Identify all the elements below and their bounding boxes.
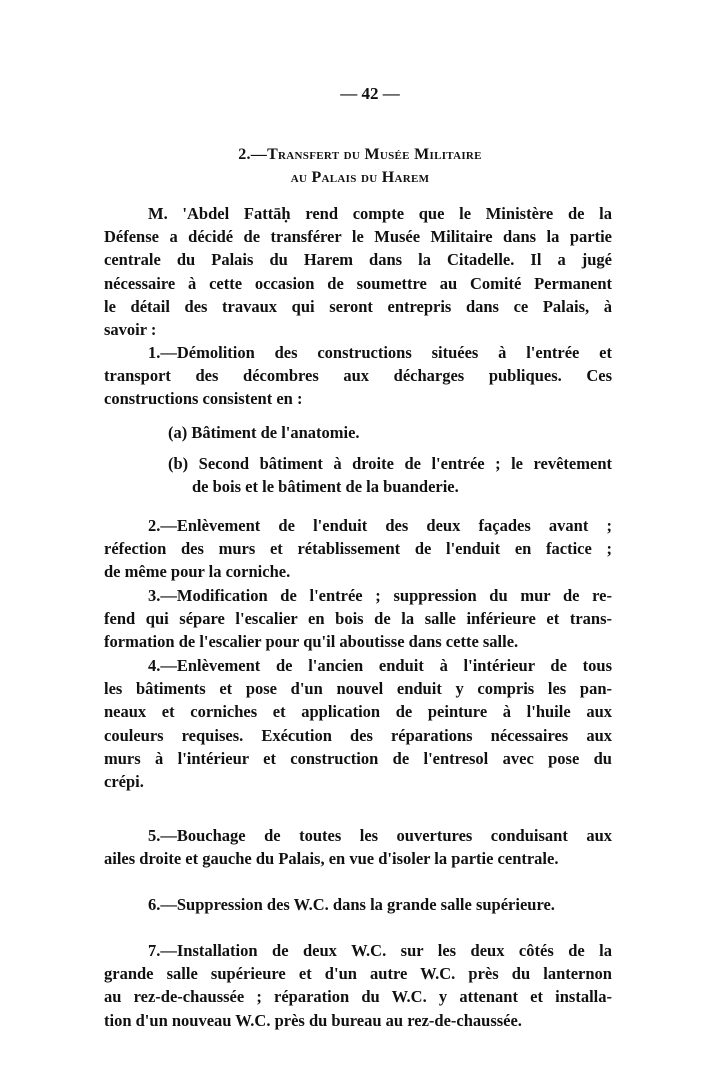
text-line: formation de l'escalier pour qu'il aboutisse dans cette salle.: [104, 632, 519, 652]
list-item-5: [104, 824, 612, 870]
list-item-1a: [168, 421, 612, 444]
text-line: de bois et le bâtiment de la buanderie.: [192, 477, 459, 497]
text-line: tion d'un nouveau W.C. près du bureau au rez-de-chaussée.: [104, 1010, 522, 1030]
text-line: grande salle supérieure et d'un autre W.C. près du lanternon: [104, 964, 612, 984]
text-line: (a) Bâtiment de l'anatomie.: [168, 423, 360, 442]
text-line: M. 'Abdel Fattāḥ rend compte que le Ministère de la: [148, 204, 612, 223]
section-heading-line-1: 2.—Transfert du Musée Militaire: [238, 146, 482, 163]
text-line: fend qui sépare l'escalier en bois de la salle inférieure et trans-: [104, 609, 612, 629]
text-line: 3.—Modification de l'entrée ; suppression du mur de re-: [148, 586, 612, 605]
text-line: au rez-de-chaussée ; réparation du W.C. y attenant et installa-: [104, 987, 612, 1007]
text-line: (b) Second bâtiment à droite de l'entrée ; le revêtement: [168, 454, 612, 473]
paragraph-intro: [104, 202, 612, 341]
list-item-1b: [168, 452, 612, 498]
text-line: nécessaire à cette occasion de soumettre au Comité Permanent: [104, 273, 612, 293]
text-line: ailes droite et gauche du Palais, en vue d'isoler la partie centrale.: [104, 849, 559, 869]
text-line: savoir :: [104, 320, 157, 340]
text-line: centrale du Palais du Harem dans la Citadelle. Il a jugé: [104, 250, 612, 270]
text-line: le détail des travaux qui seront entrepris dans ce Palais, à: [104, 296, 612, 316]
list-item-7: [104, 939, 612, 1032]
section-heading-line-2: au Palais du Harem: [290, 169, 430, 186]
text-line: constructions consistent en :: [104, 389, 303, 409]
text-line: 7.—Installation de deux W.C. sur les deux côtés de la: [148, 941, 612, 960]
text-line: de même pour la corniche.: [104, 562, 291, 582]
text-line: 6.—Suppression des W.C. dans la grande salle supérieure.: [148, 895, 555, 914]
text-line: réfection des murs et rétablissement de l'enduit en factice ;: [104, 539, 612, 559]
text-line: transport des décombres aux décharges publiques. Ces: [104, 366, 612, 386]
page-number: — 42 —: [340, 84, 400, 103]
text-line: couleurs requises. Exécution des réparations nécessaires aux: [104, 725, 612, 745]
text-line: 5.—Bouchage de toutes les ouvertures conduisant aux: [148, 826, 612, 845]
list-item-6: [104, 893, 612, 916]
text-line: neaux et corniches et application de peinture à l'huile aux: [104, 702, 612, 722]
text-line: les bâtiments et pose d'un nouvel enduit y compris les pan-: [104, 679, 612, 699]
list-item-2: [104, 514, 612, 584]
text-line: 1.—Démolition des constructions situées à l'entrée et: [148, 343, 612, 362]
list-item-4: [104, 654, 612, 793]
text-line: 4.—Enlèvement de l'ancien enduit à l'intérieur de tous: [148, 656, 612, 675]
text-line: 2.—Enlèvement de l'enduit des deux façades avant ;: [148, 516, 612, 535]
list-item-1: [104, 341, 612, 411]
list-item-3: [104, 584, 612, 654]
text-line: murs à l'intérieur et construction de l'entresol avec pose du: [104, 748, 612, 768]
text-line: Défense a décidé de transférer le Musée Militaire dans la partie: [104, 227, 612, 247]
text-line: crépi.: [104, 772, 144, 792]
